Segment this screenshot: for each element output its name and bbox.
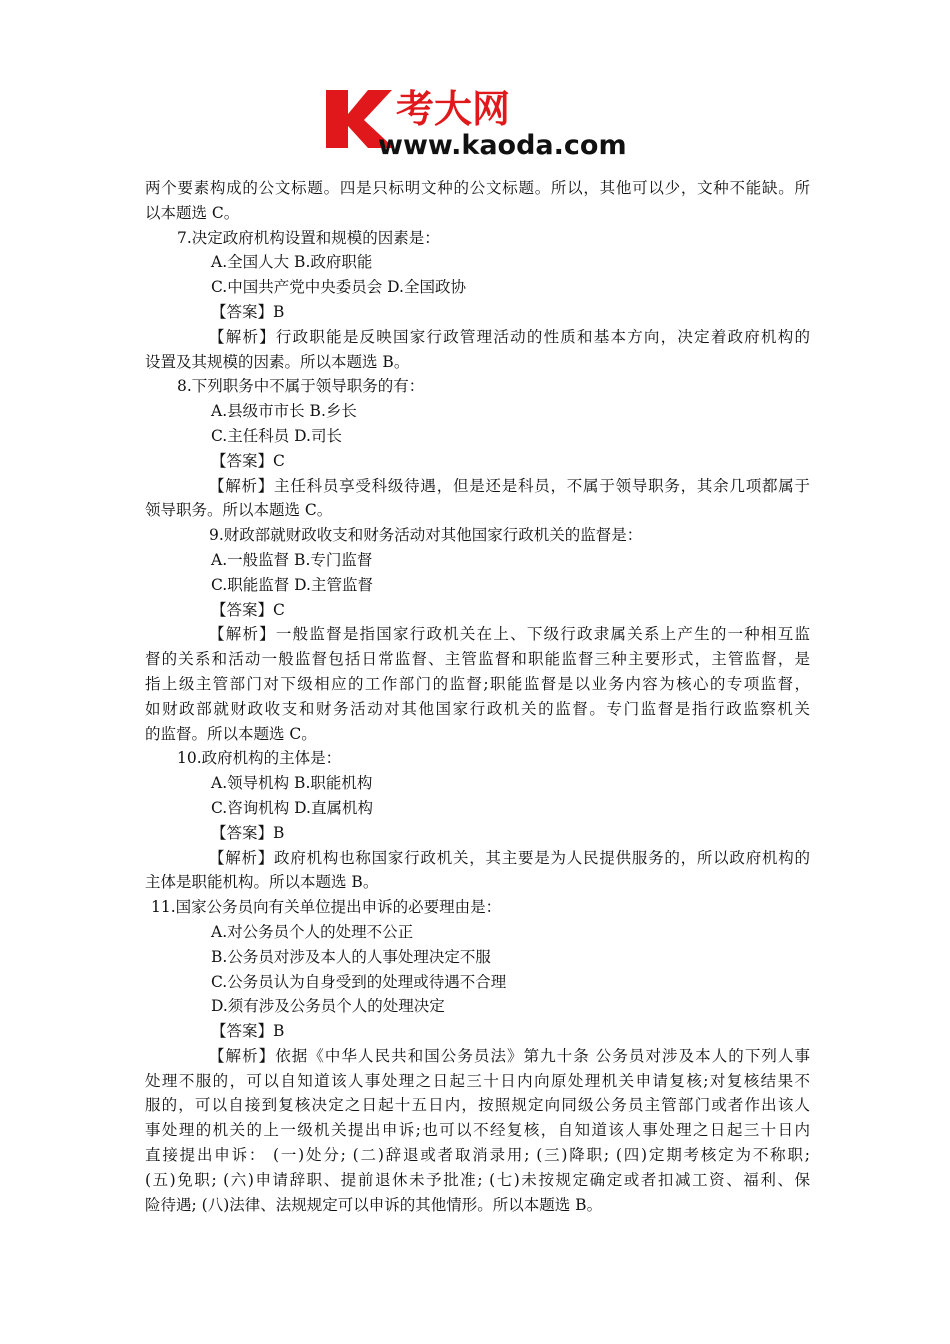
- logo-url: www.kaoda.com: [378, 130, 627, 160]
- explanation-line: 事处理的机关的上一级机关提出申诉;也可以不经复核，自知道该人事处理之日起三十日内: [145, 1121, 810, 1140]
- option-line: D.须有涉及公务员个人的处理决定: [211, 997, 445, 1016]
- question-10: 10.政府机构的主体是：: [177, 749, 342, 768]
- question-7: 7.决定政府机构设置和规模的因素是：: [177, 228, 440, 247]
- logo-cn-name: 考大网: [396, 87, 511, 131]
- explanation-line: 主体是职能机构。所以本题选 B。: [145, 873, 379, 892]
- kaoda-logo: [322, 84, 642, 160]
- explanation-line: 直接提出申诉： (一)处分; (二)辞退或者取消录用; (三)降职; (四)定期考核定为不称职;: [145, 1146, 810, 1165]
- answer-line: 【答案】B: [211, 823, 285, 842]
- explanation-line: 【解析】主任科员享受科级待遇，但是还是科员，不属于领导职务，其余几项都属于: [209, 476, 810, 495]
- explanation-line: 险待遇; (八)法律、法规规定可以申诉的其他情形。所以本题选 B。: [145, 1195, 603, 1214]
- option-line: A.领导机构 B.职能机构: [211, 774, 373, 793]
- option-line: A.全国人大 B.政府职能: [211, 253, 373, 272]
- option-line: C.中国共产党中央委员会 D.全国政协: [211, 278, 466, 297]
- answer-line: 【答案】B: [211, 1022, 285, 1041]
- option-line: C.职能监督 D.主管监督: [211, 575, 373, 594]
- answer-line: 【答案】C: [211, 600, 285, 619]
- answer-line: 【答案】B: [211, 302, 285, 321]
- text-line: 以本题选 C。: [145, 203, 240, 222]
- explanation-line: 领导职务。所以本题选 C。: [145, 501, 333, 520]
- text-line: 两个要素构成的公文标题。四是只标明文种的公文标题。所以，其他可以少，文种不能缺。所: [145, 179, 810, 197]
- option-line: C.公务员认为自身受到的处理或待遇不合理: [211, 972, 507, 991]
- explanation-line: 指上级主管部门对下级相应的工作部门的监督;职能监督是以业务内容为核心的专项监督，: [145, 674, 810, 693]
- explanation-line: 【解析】一般监督是指国家行政机关在上、下级行政隶属关系上产生的一种相互监: [209, 625, 810, 644]
- explanation-line: 【解析】依据《中华人民共和国公务员法》第九十条 公务员对涉及本人的下列人事: [209, 1046, 810, 1065]
- explanation-line: (五)免职; (六)申请辞职、提前退休未予批准; (七)未按规定确定或者扣减工资、福利、保: [145, 1170, 810, 1189]
- question-11: 11.国家公务员向有关单位提出申诉的必要理由是：: [151, 898, 502, 917]
- explanation-line: 如财政部就财政收支和财务活动对其他国家行政机关的监督。专门监督是指行政监察机关: [145, 699, 810, 718]
- explanation-line: 的监督。所以本题选 C。: [145, 724, 317, 743]
- explanation-line: 【解析】政府机构也称国家行政机关，其主要是为人民提供服务的，所以政府机构的: [209, 848, 810, 867]
- explanation-line: 【解析】行政职能是反映国家行政管理活动的性质和基本方向，决定着政府机构的: [209, 327, 810, 346]
- option-line: C.主任科员 D.司长: [211, 426, 342, 445]
- option-line: A.对公务员个人的处理不公正: [211, 922, 414, 941]
- option-line: A.县级市市长 B.乡长: [211, 402, 357, 421]
- explanation-line: 处理不服的，可以自知道该人事处理之日起三十日内向原处理机关申请复核;对复核结果不: [145, 1071, 810, 1090]
- option-line: B.公务员对涉及本人的人事处理决定不服: [211, 947, 491, 966]
- answer-line: 【答案】C: [211, 451, 285, 470]
- kaoda-logo-graphic: [322, 84, 642, 160]
- option-line: A.一般监督 B.专门监督: [211, 550, 373, 569]
- explanation-line: 设置及其规模的因素。所以本题选 B。: [145, 352, 410, 371]
- document-body: [145, 176, 810, 1217]
- explanation-line: 服的，可以自接到复核决定之日起十五日内，按照规定向同级公务员主管部门或者作出该人: [145, 1096, 810, 1115]
- question-9: 9.财政部就财政收支和财务活动对其他国家行政机关的监督是：: [209, 526, 643, 545]
- explanation-line: 督的关系和活动一般监督包括日常监督、主管监督和职能监督三种主要形式，主管监督，是: [145, 650, 810, 669]
- question-8: 8.下列职务中不属于领导职务的有：: [177, 377, 425, 396]
- option-line: C.咨询机构 D.直属机构: [211, 798, 373, 817]
